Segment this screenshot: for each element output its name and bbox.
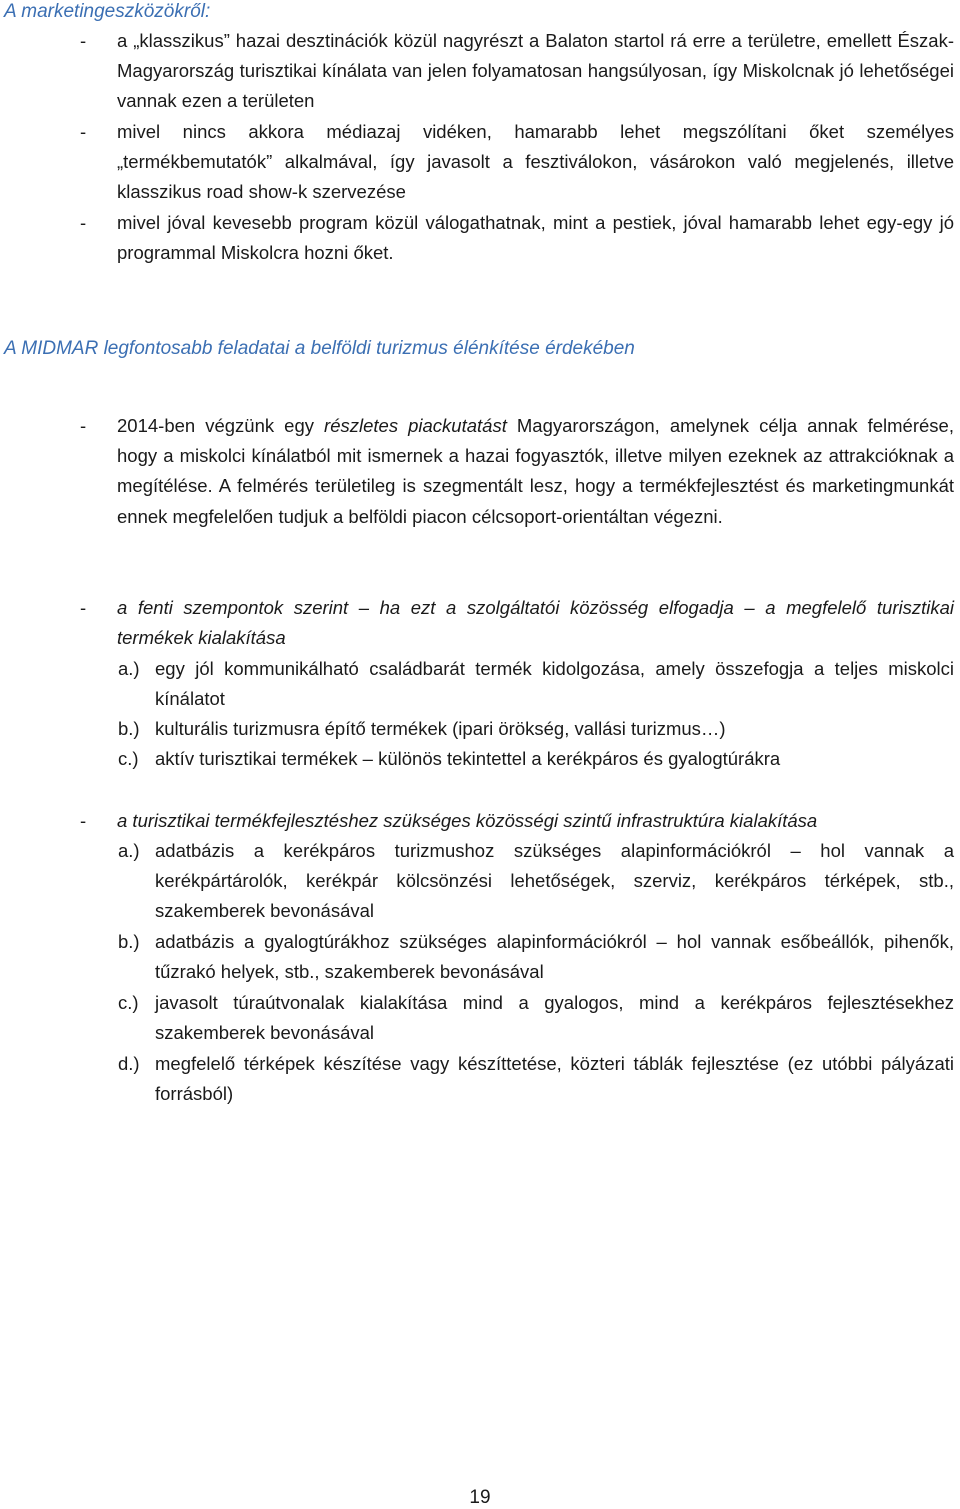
sublist-item-text: kulturális turizmusra építő termékek (ipari örökség, vallási turizmus…) xyxy=(155,718,726,739)
sublist-letter: b.) xyxy=(118,718,140,739)
list-item-text xyxy=(117,411,954,532)
list-item-text: a fenti szempontok szerint – ha ezt a szolgáltatói közösség elfogadja – a megfelelő turisztikai termékek kialakítása xyxy=(117,597,954,649)
sublist-letter: c.) xyxy=(118,992,139,1013)
list-dash: - xyxy=(80,810,87,831)
sublist-item-text: adatbázis a gyalogtúrákhoz szükséges alapinformációkról – hol vannak esőbeállók, pihenők, tűzrakó helyek, stb., szakemberek bevonásával xyxy=(155,931,954,983)
emphasis-text: részletes piackutatást xyxy=(324,415,507,436)
section-heading-marketing-tools: A marketingeszközökről: xyxy=(4,1,211,22)
sublist-letter: a.) xyxy=(118,658,140,679)
list-dash: - xyxy=(80,212,87,233)
sublist-item-text: aktív turisztikai termékek – különös tekintettel a kerékpáros és gyalogtúrákra xyxy=(155,748,781,769)
list-item-text: a turisztikai termékfejlesztéshez szükséges közösségi szintű infrastruktúra kialakítása xyxy=(117,810,818,831)
list-dash: - xyxy=(80,597,87,618)
sublist-item-text: egy jól kommunikálható családbarát termék kidolgozása, amely összefogja a teljes miskolci kínálatot xyxy=(155,658,954,710)
sublist-item-text: javasolt túraútvonalak kialakítása mind a gyalogos, mind a kerékpáros fejlesztésekhez szakemberek bevonásával xyxy=(155,992,954,1044)
list-item-text: a „klasszikus” hazai desztinációk közül nagyrészt a Balaton startol rá erre a területre, emellett Észak-Magyarország turisztikai kínálata van jelen folyamatosan hangsúlyosan, így Miskolcnak jó lehetőségei vannak ezen a területen xyxy=(117,30,954,112)
sublist-item-text: adatbázis a kerékpáros turizmushoz szükséges alapinformációkról – hol vannak a kerékpártárolók, kerékpár kölcsönzési lehetőségek, szerviz, kerékpáros térképek, stb., szakemberek bevonásával xyxy=(155,840,954,922)
page-number: 19 xyxy=(469,1487,491,1508)
list-item-text: mivel jóval kevesebb program közül válogathatnak, mint a pestiek, jóval hamarabb lehet egy-egy jó programmal Miskolcra hozni őket. xyxy=(117,212,954,264)
section-heading-midmar-tasks: A MIDMAR legfontosabb feladatai a belföldi turizmus élénkítése érdekében xyxy=(4,338,635,359)
sublist-letter: b.) xyxy=(118,931,140,952)
sublist-letter: a.) xyxy=(118,840,140,861)
text-segment: Magyarországon, amelynek célja annak felmérése, hogy a miskolci kínálatból mit ismernek a hazai fogyasztók, illetve milyen ezeknek az attrakcióknak a megítélése. A felmérés területileg is szegmentált lesz, hogy a termékfejlesztést és marketingmunkát ennek megfelelően tudjuk a belföldi piacon célcsoport-orientáltan végezni. xyxy=(117,415,954,527)
text-segment: 2014-ben végzünk egy xyxy=(117,415,325,436)
sublist-letter: c.) xyxy=(118,748,139,769)
sublist-item-text: megfelelő térképek készítése vagy készíttetése, közteri táblák fejlesztése (ez utóbbi pályázati forrásból) xyxy=(155,1053,954,1105)
sublist-letter: d.) xyxy=(118,1053,140,1074)
list-item-text: mivel nincs akkora médiazaj vidéken, hamarabb lehet megszólítani őket személyes „termékbemutatók” alkalmával, így javasolt a fesztiválokon, vásárokon való megjelenés, illetve klasszikus road show-k szervezése xyxy=(117,121,954,203)
list-dash: - xyxy=(80,415,87,436)
list-dash: - xyxy=(80,121,87,142)
list-dash: - xyxy=(80,30,87,51)
